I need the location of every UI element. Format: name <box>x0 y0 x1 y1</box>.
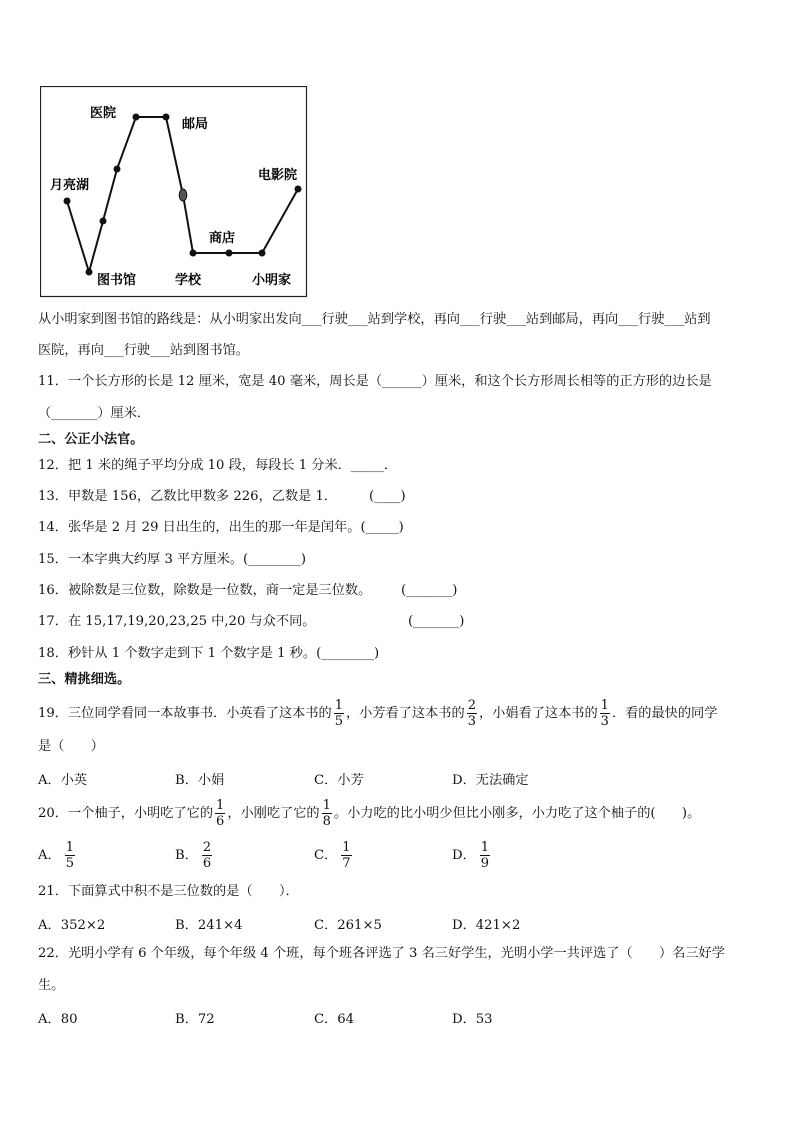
q13-answer-blank: (____) <box>369 489 406 504</box>
q20-stem <box>38 796 700 832</box>
q17-answer-blank: (_______) <box>408 614 465 629</box>
stop-moon-lake <box>64 198 71 205</box>
q22-option-a[interactable]: A．80 <box>38 1012 78 1027</box>
q19-option-a[interactable]: A．小英 <box>38 773 88 788</box>
stop-shop <box>226 250 233 257</box>
q21-option-d[interactable]: D．421×2 <box>452 918 521 933</box>
q20-text-2: ，小刚吃了它的 <box>227 806 320 821</box>
stop-xiaoming-home <box>259 250 266 257</box>
q12: 12．把 1 米的绳子平均分成 10 段，每段长 1 分米．_____． <box>38 458 398 473</box>
q20-text-1: 20．一个柚子，小明吃了它的 <box>38 806 214 821</box>
q22-stem-line-1: 22．光明小学有 6 个年级，每个年级 4 个班，每个班各评选了 3 名三好学生，光明小学一共评选了（ ）名三好学 <box>38 946 725 961</box>
label-school: 学校 <box>175 273 202 288</box>
stop-school <box>190 250 197 257</box>
label-cinema: 电影院 <box>258 168 298 183</box>
q20-fraction-1: $\frac{1}{6}$ <box>216 798 225 829</box>
stop-hospital <box>133 114 140 121</box>
label-xiaoming-home: 小明家 <box>252 273 292 288</box>
section-2-heading: 二、公正小法官。 <box>38 432 144 447</box>
q19-text-3: ，小娟看了这本书的 <box>478 706 598 721</box>
label-library: 图书馆 <box>97 273 137 288</box>
q16-answer-blank: (_______) <box>401 583 458 598</box>
q19-fraction-2: $\frac{2}{3}$ <box>467 698 476 729</box>
q20-option-c[interactable]: C． $\frac{1}{7}$ <box>314 840 351 871</box>
stop-waypoint-2 <box>114 166 121 173</box>
q17: 17．在 15,17,19,20,23,25 中,20 与众不同。 <box>38 614 316 629</box>
stop-waypoint-1 <box>100 218 107 225</box>
stop-waypoint-3 <box>179 189 187 201</box>
route-map <box>40 86 308 298</box>
q19-stem-line-2: 是（ ） <box>38 739 104 754</box>
q11-line-2: （_______）厘米． <box>38 406 151 421</box>
q19-text-2: ，小芳看了这本书的 <box>346 706 465 721</box>
q14: 14．张华是 2 月 29 日出生的，出生的那一年是闰年。(_____) <box>38 520 404 535</box>
q22-option-b[interactable]: B．72 <box>175 1012 215 1027</box>
q18: 18．秒针从 1 个数字走到下 1 个数字是 1 秒。(________) <box>38 646 380 661</box>
label-post-office: 邮局 <box>182 117 209 132</box>
stop-post-office <box>163 114 170 121</box>
q19-option-b[interactable]: B．小娟 <box>175 773 225 788</box>
q19-text-1: 19．三位同学看同一本故事书．小英看了这本书的 <box>38 706 332 721</box>
q19-text-4: ．看的最快的同学 <box>611 706 718 721</box>
q16: 16．被除数是三位数，除数是一位数，商一定是三位数。 <box>38 583 372 598</box>
stop-library <box>86 269 93 276</box>
q20-option-a[interactable]: A． $\frac{1}{5}$ <box>38 840 74 871</box>
q22-stem-line-2: 生。 <box>38 978 65 993</box>
q21-option-b[interactable]: B．241×4 <box>175 918 243 933</box>
q19-fraction-1: $\frac{1}{5}$ <box>334 698 343 729</box>
q19-option-d[interactable]: D．无法确定 <box>452 773 529 788</box>
q20-option-b[interactable]: B． $\frac{2}{6}$ <box>175 840 212 871</box>
label-moon-lake: 月亮湖 <box>50 178 90 193</box>
q13: 13．甲数是 156，乙数比甲数多 226，乙数是 1． <box>38 489 338 504</box>
q20-fraction-2: $\frac{1}{8}$ <box>322 798 331 829</box>
q19-option-c[interactable]: C．小芳 <box>314 773 364 788</box>
q22-option-d[interactable]: D．53 <box>452 1012 493 1027</box>
q20-text-3: 。小力吃的比小明少但比小刚多，小力吃了这个柚子的( )。 <box>333 806 701 821</box>
label-hospital: 医院 <box>90 106 117 121</box>
section-3-heading: 三、精挑细选。 <box>38 672 131 687</box>
q11-line-1: 11．一个长方形的长是 12 厘米，宽是 40 毫米，周长是（______）厘米，和这个长方形周长相等的正方形的边长是 <box>38 374 712 389</box>
route-question-line-2: 医院，再向___行驶___站到图书馆。 <box>38 343 249 358</box>
q19-stem <box>38 696 717 732</box>
label-shop: 商店 <box>209 231 236 246</box>
stop-cinema <box>295 186 302 193</box>
q15: 15．一本字典大约厚 3 平方厘米。(________) <box>38 552 307 567</box>
q22-option-c[interactable]: C．64 <box>314 1012 355 1027</box>
q21-option-a[interactable]: A．352×2 <box>38 918 106 933</box>
route-question-line-1: 从小明家到图书馆的路线是：从小明家出发向___行驶___站到学校，再向___行驶___站到邮局，再向___行驶___站到 <box>38 312 711 327</box>
q21-option-c[interactable]: C．261×5 <box>314 918 382 933</box>
q21-stem: 21．下面算式中积不是三位数的是（ ）． <box>38 884 299 899</box>
q19-fraction-3: $\frac{1}{3}$ <box>600 698 609 729</box>
q20-option-d[interactable]: D． $\frac{1}{9}$ <box>452 840 490 871</box>
